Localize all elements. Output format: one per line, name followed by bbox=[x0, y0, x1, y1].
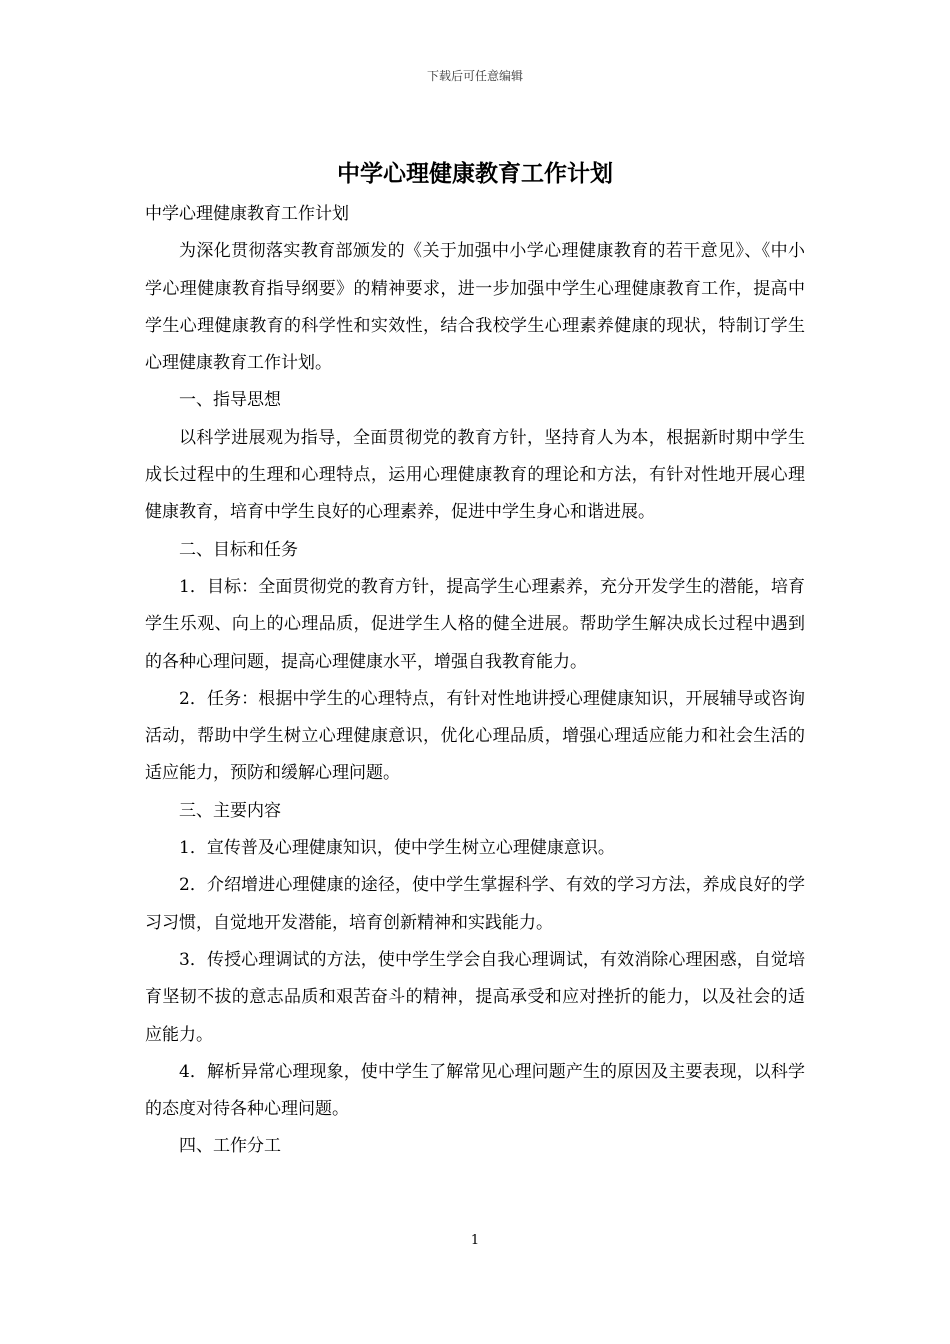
section-heading-guiding-ideology: 一、指导思想 bbox=[179, 390, 281, 411]
section-heading-main-content: 三、主要内容 bbox=[179, 800, 281, 821]
document-title: 中学心理健康教育工作计划 bbox=[337, 160, 613, 187]
paragraph-content-3: 3．传授心理调试的方法，使中学生学会自我心理调试，有效消除心理困惑，自觉培育坚韧不拔的意志品质和艰苦奋斗的精神，提高承受和应对挫折的能力，以及社会的适应能力。 bbox=[145, 949, 805, 1045]
paragraph-intro: 为深化贯彻落实教育部颁发的《关于加强中小学心理健康教育的若干意见》、《中小学心理健康教育指导纲要》的精神要求，进一步加强中学生心理健康教育工作，提高中学生心理健康教育的科学性和实效性，结合我校学生心理素养健康的现状，特制订学生心理健康教育工作计划。 bbox=[145, 241, 805, 374]
page-number: 1 bbox=[470, 1233, 480, 1248]
paragraph-goal: 1．目标：全面贯彻党的教育方针，提高学生心理素养，充分开发学生的潜能，培育学生乐观、向上的心理品质，促进学生人格的健全进展。帮助学生解决成长过程中遇到的各种心理问题，提高心理健康水平，增强自我教育能力。 bbox=[145, 576, 805, 672]
document-body bbox=[145, 196, 805, 1166]
paragraph-task: 2．任务：根据中学生的心理特点，有针对性地讲授心理健康知识，开展辅导或咨询活动，帮助中学生树立心理健康意识，优化心理品质，增强心理适应能力和社会生活的适应能力，预防和缓解心理问题。 bbox=[145, 688, 805, 784]
paragraph-content-1: 1．宣传普及心理健康知识，使中学生树立心理健康意识。 bbox=[179, 838, 615, 859]
section-heading-goals-tasks: 二、目标和任务 bbox=[179, 539, 298, 560]
paragraph-content-2: 2．介绍增进心理健康的途径，使中学生掌握科学、有效的学习方法，养成良好的学习习惯，自觉地开发潜能，培育创新精神和实践能力。 bbox=[145, 875, 805, 933]
paragraph-subtitle: 中学心理健康教育工作计划 bbox=[145, 204, 349, 224]
paragraph-content-4: 4．解析异常心理现象，使中学生了解常见心理问题产生的原因及主要表现，以科学的态度对待各种心理问题。 bbox=[145, 1061, 805, 1120]
header-note: 下载后可任意编辑 bbox=[426, 69, 523, 83]
section-heading-division-of-work: 四、工作分工 bbox=[179, 1136, 281, 1157]
paragraph-guiding-ideology: 以科学进展观为指导，全面贯彻党的教育方针，坚持育人为本，根据新时期中学生成长过程中的生理和心理特点，运用心理健康教育的理论和方法，有针对性地开展心理健康教育，培育中学生良好的心理素养，促进中学生身心和谐进展。 bbox=[145, 427, 805, 523]
